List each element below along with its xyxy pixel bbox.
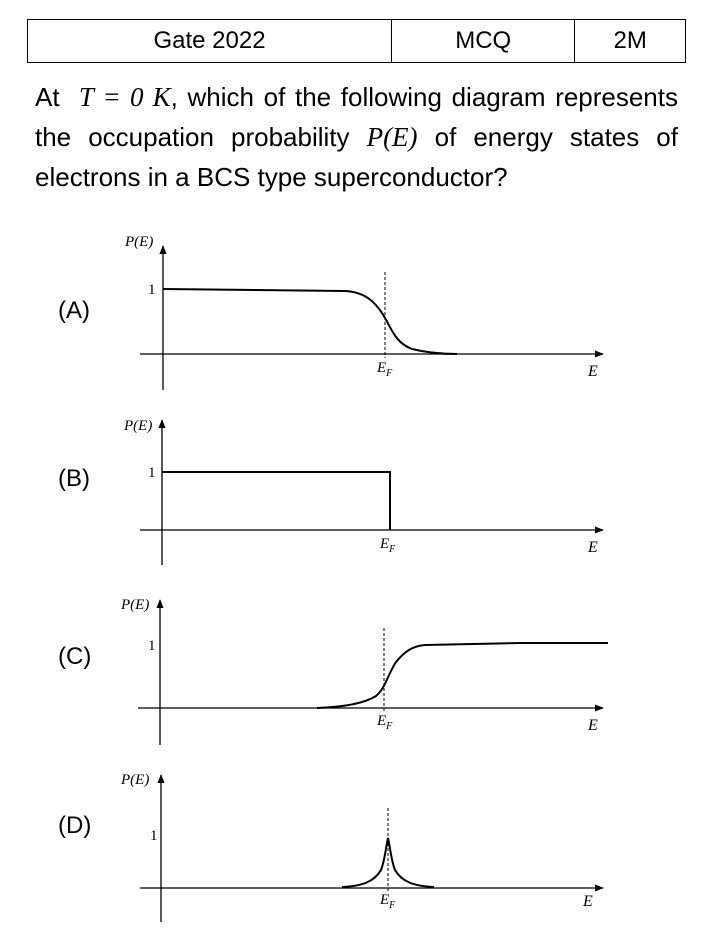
plot-d-tick-1: 1 — [150, 828, 158, 844]
plot-a-y-label: P(E) — [125, 234, 154, 250]
question-prefix: At — [35, 82, 60, 112]
plot-b-y-label: P(E) — [124, 418, 153, 434]
plot-a-curve — [163, 289, 457, 354]
exam-cell: Gate 2022 — [28, 20, 392, 63]
plot-b-x-label: E — [588, 539, 598, 556]
plot-c-x-label: E — [588, 717, 598, 734]
plot-b[interactable] — [123, 418, 603, 565]
marks-cell: 2M — [575, 20, 686, 63]
question-type-cell: MCQ — [392, 20, 575, 63]
plot-d[interactable] — [120, 772, 603, 922]
option-b-label[interactable]: (B) — [58, 465, 90, 492]
temperature-expression: T = 0 K — [78, 82, 171, 112]
plot-b-tick-1: 1 — [148, 465, 156, 481]
plot-a-ef-label: $E_F$ — [377, 360, 393, 379]
plot-a-tick-1: 1 — [148, 282, 156, 298]
question-body: , which of the following diagram represents the occupation probability — [35, 82, 678, 152]
plot-c[interactable] — [120, 597, 608, 745]
plot-c-curve — [317, 643, 608, 708]
plot-c-ef-label: $E_F$ — [377, 713, 393, 732]
function-expression: P(E) — [366, 122, 418, 152]
plot-a-x-label: E — [588, 363, 598, 380]
option-a-label[interactable]: (A) — [58, 297, 90, 324]
option-d-label[interactable]: (D) — [58, 812, 92, 839]
plot-d-y-label: P(E) — [121, 772, 150, 788]
plot-d-ef-label: $E_F$ — [380, 892, 396, 911]
option-c-label[interactable]: (C) — [58, 643, 92, 670]
plot-c-y-label: P(E) — [121, 597, 150, 613]
question-suffix: of energy states of electrons in a BCS type superconductor? — [35, 122, 678, 192]
plot-c-tick-1: 1 — [148, 638, 156, 654]
plot-b-ef-label: $E_F$ — [380, 536, 396, 555]
plot-a[interactable] — [124, 234, 603, 390]
plot-d-x-label: E — [583, 893, 593, 910]
plot-b-curve — [162, 472, 390, 530]
